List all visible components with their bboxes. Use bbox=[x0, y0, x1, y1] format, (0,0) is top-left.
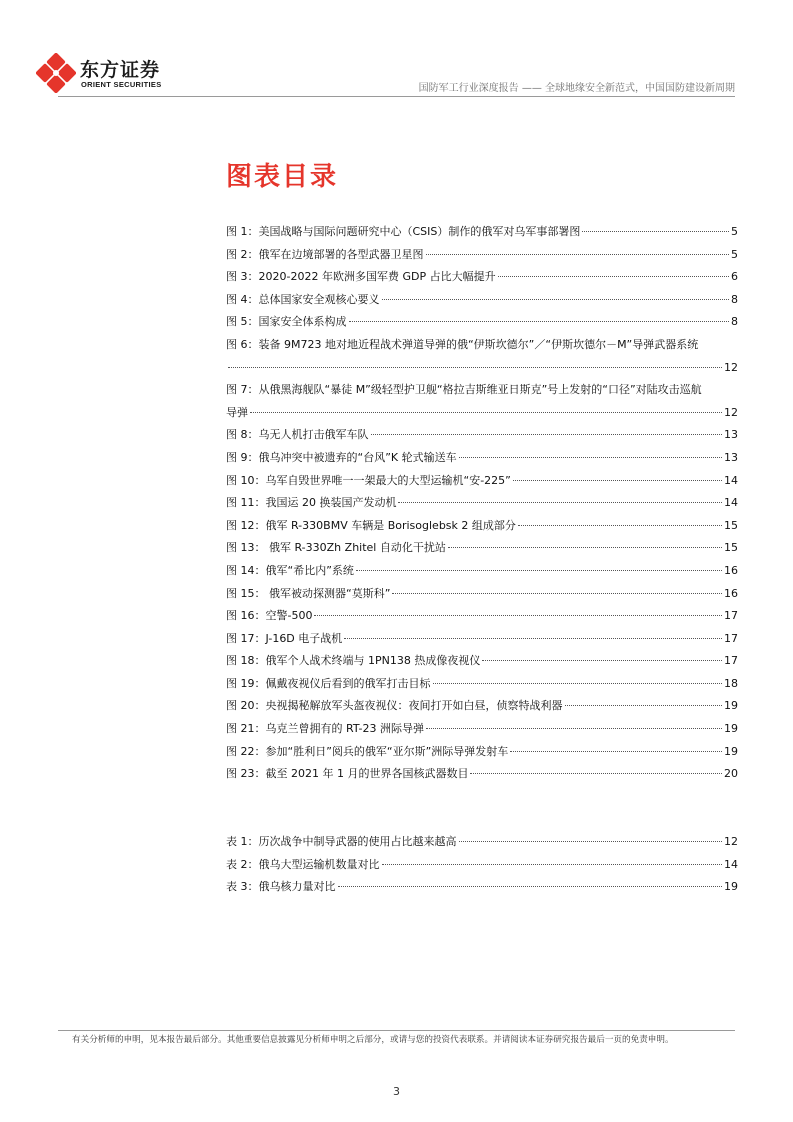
dot-leader bbox=[498, 276, 729, 277]
toc-entry-fig-22[interactable] bbox=[226, 741, 738, 764]
footer-disclaimer: 有关分析师的申明，见本报告最后部分。其他重要信息披露见分析师申明之后部分，或请与您的投资代表联系。并请阅读本证券研究报告最后一页的免责申明。 bbox=[72, 1035, 674, 1045]
orient-securities-logo-icon bbox=[36, 53, 76, 93]
toc-entry-fig-7[interactable] bbox=[226, 379, 738, 424]
toc-entry-page: 17 bbox=[724, 631, 738, 645]
dot-leader bbox=[459, 841, 723, 842]
dot-leader bbox=[349, 321, 730, 322]
toc-entry-label: 图 16：空警-500 bbox=[226, 609, 313, 623]
dot-leader bbox=[228, 367, 722, 368]
dot-leader bbox=[459, 457, 722, 458]
dot-leader bbox=[513, 480, 722, 481]
page-number: 3 bbox=[393, 1085, 400, 1098]
toc-entry-fig-23[interactable] bbox=[226, 763, 738, 786]
toc-entry-page: 20 bbox=[724, 767, 738, 781]
footer-divider bbox=[58, 1030, 735, 1031]
toc-entry-label: 图 17：J-16D 电子战机 bbox=[226, 631, 343, 645]
toc-entry-page: 17 bbox=[724, 609, 738, 623]
toc-entry-page: 16 bbox=[724, 586, 738, 600]
toc-entry-page: 8 bbox=[731, 292, 738, 306]
toc-entry-label: 图 3：2020-2022 年欧洲多国军费 GDP 占比大幅提升 bbox=[226, 270, 496, 284]
toc-entry-label: 图 8：乌无人机打击俄军车队 bbox=[226, 428, 369, 442]
dot-leader bbox=[426, 254, 730, 255]
toc-entry-label: 表 1：历次战争中制导武器的使用占比越来越高 bbox=[226, 835, 457, 848]
toc-entry-fig-4[interactable] bbox=[226, 289, 738, 312]
toc-entry-fig-18[interactable] bbox=[226, 650, 738, 673]
toc-entry-page: 5 bbox=[731, 225, 738, 238]
toc-entry-fig-21[interactable] bbox=[226, 718, 738, 741]
toc-entry-page: 12 bbox=[724, 835, 738, 848]
toc-entry-fig-15[interactable] bbox=[226, 583, 738, 606]
toc-entry-fig-6[interactable] bbox=[226, 334, 738, 379]
dot-leader bbox=[582, 231, 729, 232]
toc-entry-page: 19 bbox=[724, 744, 738, 758]
dot-leader bbox=[470, 773, 722, 774]
toc-entry-label: 图 1：美国战略与国际问题研究中心（CSIS）制作的俄军对乌军事部署图 bbox=[226, 225, 581, 238]
toc-entry-fig-16[interactable] bbox=[226, 605, 738, 628]
toc-entry-label: 图 7：从俄黑海舰队“暴徒 M”级轻型护卫舰“格拉吉斯维亚日斯克”号上发射的“口径”对陆攻击巡航 bbox=[226, 383, 702, 397]
toc-entry-page: 16 bbox=[724, 563, 738, 577]
toc-entry-label: 图 18：俄军个人战术终端与 1PN138 热成像夜视仪 bbox=[226, 654, 481, 668]
toc-entry-page: 14 bbox=[724, 473, 738, 487]
page-title: 图表目录 bbox=[226, 162, 339, 192]
toc-entry-label: 图 20：央视揭秘解放军头盔夜视仪：夜间打开如白昼，侦察特战利器 bbox=[226, 699, 563, 713]
header-divider bbox=[58, 96, 735, 97]
toc-entry-label-cont: 导弹 bbox=[226, 405, 248, 419]
toc-entry-fig-13[interactable] bbox=[226, 537, 738, 560]
toc-entry-page: 14 bbox=[724, 857, 738, 871]
toc-entry-label: 图 14：俄军“希比内”系统 bbox=[226, 563, 354, 577]
dot-leader bbox=[482, 660, 722, 661]
toc-entry-label: 图 12：俄军 R-330BMV 车辆是 Borisoglebsk 2 组成部分 bbox=[226, 518, 516, 532]
dot-leader bbox=[426, 728, 722, 729]
toc-entry-table-1[interactable] bbox=[226, 831, 738, 854]
dot-leader bbox=[250, 412, 722, 413]
dot-leader bbox=[338, 886, 723, 887]
dot-leader bbox=[448, 547, 722, 548]
toc-entry-page: 12 bbox=[724, 360, 738, 374]
report-title: 国防军工行业深度报告 —— 全球地缘安全新范式，中国国防建设新周期 bbox=[418, 83, 735, 94]
dot-leader bbox=[314, 615, 722, 616]
dot-leader bbox=[510, 751, 722, 752]
toc-entry-fig-17[interactable] bbox=[226, 628, 738, 651]
toc-entry-fig-5[interactable] bbox=[226, 311, 738, 334]
toc-entry-fig-2[interactable] bbox=[226, 244, 738, 267]
toc-entry-fig-3[interactable] bbox=[226, 266, 738, 289]
toc-entry-table-3[interactable] bbox=[226, 876, 738, 899]
toc-entry-fig-1[interactable] bbox=[226, 221, 738, 244]
toc-entry-page: 19 bbox=[724, 722, 738, 736]
dot-leader bbox=[356, 570, 722, 571]
dot-leader bbox=[398, 502, 722, 503]
toc-entry-page: 19 bbox=[724, 699, 738, 713]
toc-entry-label: 图 4：总体国家安全观核心要义 bbox=[226, 292, 380, 306]
logo-chinese-name: 东方证券 bbox=[80, 59, 161, 81]
toc-entry-page: 13 bbox=[724, 428, 738, 442]
toc-entry-page: 19 bbox=[724, 880, 738, 894]
toc-entry-label: 表 2：俄乌大型运输机数量对比 bbox=[226, 857, 380, 871]
dot-leader bbox=[344, 638, 722, 639]
toc-entry-label: 图 6：装备 9M723 地对地近程战术弹道导弹的俄“伊斯坎德尔”／“伊斯坎德尔－M”导弹武器系统 bbox=[226, 337, 699, 351]
toc-entry-page: 18 bbox=[724, 676, 738, 690]
toc-entry-page: 8 bbox=[731, 315, 738, 329]
toc-entry-page: 15 bbox=[724, 541, 738, 555]
dot-leader bbox=[382, 864, 723, 865]
toc-entry-table-2[interactable] bbox=[226, 854, 738, 877]
toc-entry-label: 表 3：俄乌核力量对比 bbox=[226, 880, 336, 894]
toc-entry-fig-14[interactable] bbox=[226, 560, 738, 583]
toc-entry-label: 图 23：截至 2021 年 1 月的世界各国核武器数目 bbox=[226, 767, 469, 781]
toc-entry-label: 图 22：参加“胜利日”阅兵的俄军“亚尔斯”洲际导弹发射车 bbox=[226, 744, 509, 758]
dot-leader bbox=[518, 525, 722, 526]
dot-leader bbox=[382, 299, 730, 300]
toc-entry-fig-12[interactable] bbox=[226, 515, 738, 538]
toc-entry-label: 图 19：佩戴夜视仪后看到的俄军打击目标 bbox=[226, 676, 431, 690]
logo-english-name: ORIENT SECURITIES bbox=[81, 80, 162, 89]
dot-leader bbox=[392, 593, 722, 594]
toc-entry-page: 15 bbox=[724, 518, 738, 532]
toc-entry-label: 图 10：乌军自毁世界唯一一架最大的大型运输机“安-225” bbox=[226, 473, 511, 487]
toc-entry-label: 图 2：俄军在边境部署的各型武器卫星图 bbox=[226, 247, 424, 261]
toc-entry-label: 图 5：国家安全体系构成 bbox=[226, 315, 347, 329]
toc-entry-page: 13 bbox=[724, 450, 738, 464]
toc-entry-fig-19[interactable] bbox=[226, 673, 738, 696]
dot-leader bbox=[433, 683, 723, 684]
toc-entry-label: 图 15： 俄军被动探测器“莫斯科” bbox=[226, 586, 391, 600]
toc-entry-page: 6 bbox=[731, 270, 738, 284]
toc-entry-fig-8[interactable] bbox=[226, 424, 738, 447]
toc-entry-label: 图 9：俄乌冲突中被遗弃的“台风”K 轮式输送车 bbox=[226, 450, 457, 464]
company-logo bbox=[36, 53, 176, 93]
toc-entry-label: 图 11：我国运 20 换装国产发动机 bbox=[226, 496, 397, 510]
toc-entry-fig-20[interactable] bbox=[226, 695, 738, 718]
toc-entry-fig-9[interactable] bbox=[226, 447, 738, 470]
toc-entry-label: 图 13： 俄军 R-330Zh Zhitel 自动化干扰站 bbox=[226, 541, 446, 555]
dot-leader bbox=[371, 434, 723, 435]
dot-leader bbox=[565, 705, 723, 706]
figure-list bbox=[226, 221, 738, 786]
toc-entry-page: 12 bbox=[724, 405, 738, 419]
toc-entry-fig-11[interactable] bbox=[226, 492, 738, 515]
table-list bbox=[226, 831, 738, 899]
toc-entry-label: 图 21：乌克兰曾拥有的 RT-23 洲际导弹 bbox=[226, 722, 425, 736]
toc-entry-page: 5 bbox=[731, 247, 738, 261]
toc-entry-page: 14 bbox=[724, 496, 738, 510]
toc-entry-fig-10[interactable] bbox=[226, 470, 738, 493]
toc-entry-page: 17 bbox=[724, 654, 738, 668]
